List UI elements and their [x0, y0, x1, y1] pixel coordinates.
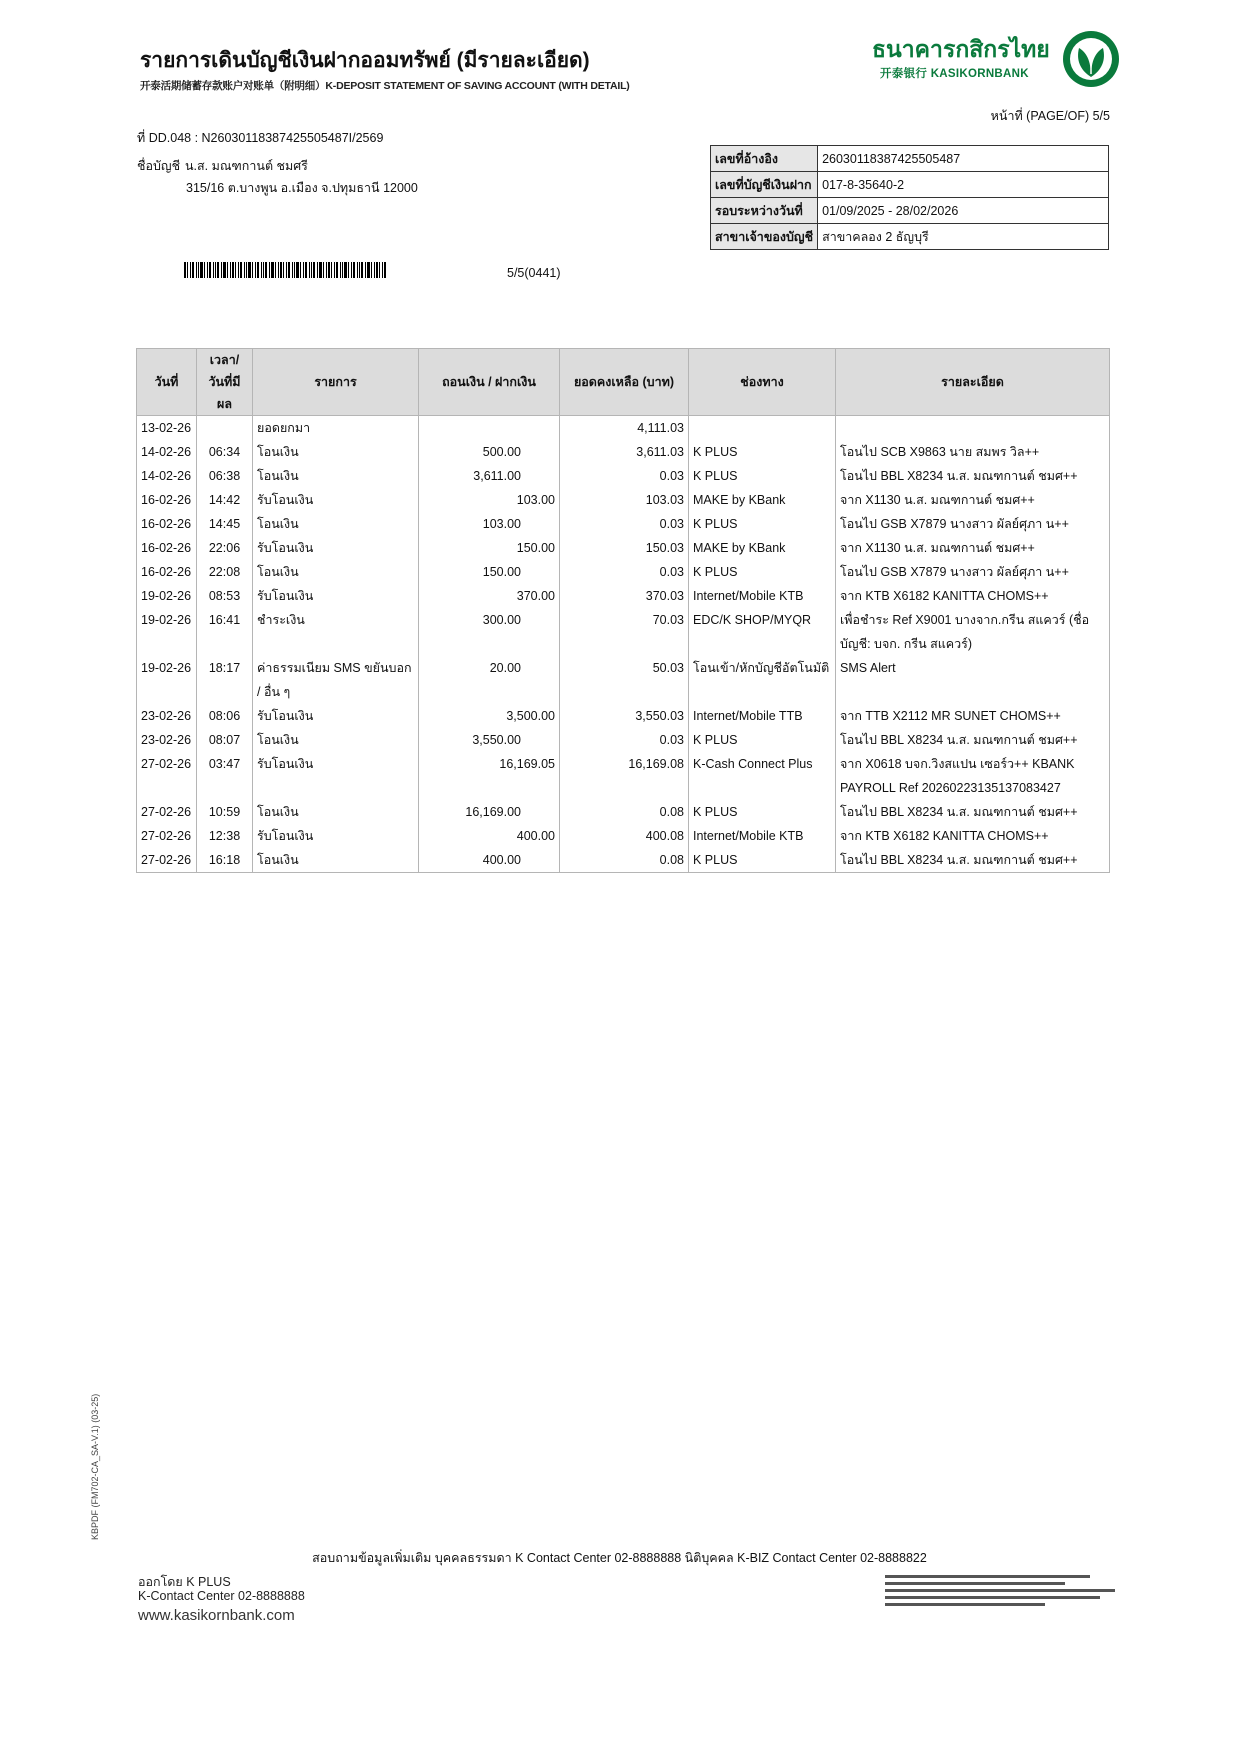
cell-balance: 0.08: [560, 848, 689, 873]
cell-amount: 150.00: [419, 560, 560, 584]
cell-balance: 70.03: [560, 608, 689, 656]
transactions-table: [136, 348, 1110, 873]
col-header-amount: ถอนเงิน / ฝากเงิน: [419, 349, 560, 416]
cell-time: 06:38: [197, 464, 253, 488]
cell-details: [836, 416, 1110, 441]
cell-details: จาก X1130 น.ส. มณฑกานต์ ชมศ++: [836, 488, 1110, 512]
cell-details: จาก TTB X2112 MR SUNET CHOMS++: [836, 704, 1110, 728]
cell-amount: 400.00: [419, 824, 560, 848]
cell-balance: 4,111.03: [560, 416, 689, 441]
bank-name-en: 开泰银行 KASIKORNBANK: [880, 68, 1029, 80]
cell-description: โอนเงิน: [253, 464, 419, 488]
cell-date: 23-02-26: [137, 728, 197, 752]
col-header-time: เวลา/ วันที่มีผล: [197, 349, 253, 416]
branch-label: สาขาเจ้าของบัญชี: [711, 224, 818, 250]
cell-description: รับโอนเงิน: [253, 536, 419, 560]
cell-time: 14:45: [197, 512, 253, 536]
cell-time: 10:59: [197, 800, 253, 824]
account-name: น.ส. มณฑกานต์ ชมศรี: [185, 159, 308, 173]
statement-title: รายการเดินบัญชีเงินฝากออมทรัพย์ (มีรายละเอียด): [140, 49, 590, 72]
cell-date: 14-02-26: [137, 464, 197, 488]
cell-channel: Internet/Mobile KTB: [689, 584, 836, 608]
account-no-value: 017-8-35640-2: [818, 172, 1109, 198]
period-label: รอบระหว่างวันที่: [711, 198, 818, 224]
info-row-period: [711, 198, 1109, 224]
cell-date: 16-02-26: [137, 488, 197, 512]
cell-description: โอนเงิน: [253, 440, 419, 464]
cell-description: รับโอนเงิน: [253, 824, 419, 848]
cell-date: 27-02-26: [137, 752, 197, 800]
table-row: [137, 560, 1110, 584]
cell-channel: K-Cash Connect Plus: [689, 752, 836, 800]
reference-label: เลขที่อ้างอิง: [711, 146, 818, 172]
cell-amount: 3,611.00: [419, 464, 560, 488]
cell-time: 06:34: [197, 440, 253, 464]
cell-description: รับโอนเงิน: [253, 488, 419, 512]
cell-channel: โอนเข้า/หักบัญชีอัตโนมัติ: [689, 656, 836, 704]
cell-date: 14-02-26: [137, 440, 197, 464]
col-header-description: รายการ: [253, 349, 419, 416]
cell-description: โอนเงิน: [253, 512, 419, 536]
cell-description: ยอดยกมา: [253, 416, 419, 441]
period-value: 01/09/2025 - 28/02/2026: [818, 198, 1109, 224]
cell-date: 27-02-26: [137, 848, 197, 873]
cell-time: 03:47: [197, 752, 253, 800]
account-info-table: [710, 145, 1109, 250]
cell-balance: 0.03: [560, 512, 689, 536]
col-header-balance: ยอดคงเหลือ (บาท): [560, 349, 689, 416]
table-row: [137, 608, 1110, 656]
cell-channel: K PLUS: [689, 728, 836, 752]
kasikorn-leaf-icon: [1062, 30, 1120, 88]
cell-time: 14:42: [197, 488, 253, 512]
cell-balance: 0.08: [560, 800, 689, 824]
cell-channel: [689, 416, 836, 441]
cell-time: 22:06: [197, 536, 253, 560]
cell-description: ค่าธรรมเนียม SMS ขยันบอก / อื่น ๆ: [253, 656, 419, 704]
cell-date: 19-02-26: [137, 656, 197, 704]
cell-time: 16:18: [197, 848, 253, 873]
barcode-code: 5/5(0441): [507, 266, 561, 280]
cell-channel: MAKE by KBank: [689, 488, 836, 512]
cell-balance: 0.03: [560, 728, 689, 752]
table-row: [137, 824, 1110, 848]
table-row: [137, 464, 1110, 488]
info-row-account-no: [711, 172, 1109, 198]
cell-channel: Internet/Mobile TTB: [689, 704, 836, 728]
cell-amount: 3,550.00: [419, 728, 560, 752]
cell-time: 22:08: [197, 560, 253, 584]
col-header-details: รายละเอียด: [836, 349, 1110, 416]
cell-date: 23-02-26: [137, 704, 197, 728]
cell-details: SMS Alert: [836, 656, 1110, 704]
contact-note: สอบถามข้อมูลเพิ่มเติม บุคคลธรรมดา K Contact Center 02-8888888 นิติบุคคล K-BIZ Contact Center 02-8888822: [312, 1551, 927, 1565]
table-header-row: [137, 349, 1110, 416]
cell-details: โอนไป BBL X8234 น.ส. มณฑกานต์ ชมศ++: [836, 464, 1110, 488]
account-name-label: ชื่อบัญชี: [137, 159, 181, 173]
cell-date: 19-02-26: [137, 584, 197, 608]
cell-channel: K PLUS: [689, 512, 836, 536]
cell-date: 19-02-26: [137, 608, 197, 656]
cell-date: 27-02-26: [137, 800, 197, 824]
statement-subtitle: 开泰活期储蓄存款账户对账单（附明细）K-DEPOSIT STATEMENT OF SAVING ACCOUNT (WITH DETAIL): [140, 80, 630, 92]
table-row: [137, 536, 1110, 560]
cell-details: โอนไป SCB X9863 นาย สมพร วิล++: [836, 440, 1110, 464]
bank-logo: [872, 28, 1122, 92]
cell-amount: 400.00: [419, 848, 560, 873]
cell-description: โอนเงิน: [253, 560, 419, 584]
table-row: [137, 728, 1110, 752]
cell-channel: K PLUS: [689, 848, 836, 873]
table-row: [137, 848, 1110, 873]
cell-description: โอนเงิน: [253, 848, 419, 873]
cell-channel: EDC/K SHOP/MYQR: [689, 608, 836, 656]
cell-amount: 103.00: [419, 512, 560, 536]
table-row: [137, 488, 1110, 512]
table-row: [137, 656, 1110, 704]
cell-details: จาก X1130 น.ส. มณฑกานต์ ชมศ++: [836, 536, 1110, 560]
cell-amount: 150.00: [419, 536, 560, 560]
table-row: [137, 416, 1110, 441]
cell-time: [197, 416, 253, 441]
col-header-channel: ช่องทาง: [689, 349, 836, 416]
cell-date: 16-02-26: [137, 512, 197, 536]
cell-amount: [419, 416, 560, 441]
cell-channel: K PLUS: [689, 800, 836, 824]
table-row: [137, 800, 1110, 824]
account-no-label: เลขที่บัญชีเงินฝาก: [711, 172, 818, 198]
bank-name-th: ธนาคารกสิกรไทย: [872, 36, 1050, 62]
cell-date: 16-02-26: [137, 560, 197, 584]
cell-time: 12:38: [197, 824, 253, 848]
cell-date: 16-02-26: [137, 536, 197, 560]
cell-description: โอนเงิน: [253, 728, 419, 752]
cell-balance: 16,169.08: [560, 752, 689, 800]
cell-details: จาก KTB X6182 KANITTA CHOMS++: [836, 584, 1110, 608]
bank-address-fineprint: [885, 1574, 1115, 1616]
cell-amount: 370.00: [419, 584, 560, 608]
info-row-branch: [711, 224, 1109, 250]
cell-channel: K PLUS: [689, 560, 836, 584]
cell-description: รับโอนเงิน: [253, 704, 419, 728]
table-row: [137, 704, 1110, 728]
cell-amount: 103.00: [419, 488, 560, 512]
cell-description: รับโอนเงิน: [253, 584, 419, 608]
table-row: [137, 752, 1110, 800]
cell-time: 08:06: [197, 704, 253, 728]
cell-details: โอนไป BBL X8234 น.ส. มณฑกานต์ ชมศ++: [836, 800, 1110, 824]
cell-description: ชำระเงิน: [253, 608, 419, 656]
cell-balance: 150.03: [560, 536, 689, 560]
cell-details: เพื่อชำระ Ref X9001 บางจาก.กรีน สแควร์ (ชื่อบัญชี: บจก. กรีน สแควร์): [836, 608, 1110, 656]
cell-details: โอนไป BBL X8234 น.ส. มณฑกานต์ ชมศ++: [836, 728, 1110, 752]
account-address: 315/16 ต.บางพูน อ.เมือง จ.ปทุมธานี 12000: [186, 181, 418, 195]
cell-date: 13-02-26: [137, 416, 197, 441]
cell-time: 18:17: [197, 656, 253, 704]
table-row: [137, 584, 1110, 608]
table-row: [137, 512, 1110, 536]
cell-details: จาก X0618 บจก.วิงสแปน เซอร์ว++ KBANK PAYROLL Ref 20260223135137083427: [836, 752, 1110, 800]
cell-description: โอนเงิน: [253, 800, 419, 824]
cell-balance: 0.03: [560, 464, 689, 488]
issued-by: ออกโดย K PLUS: [138, 1575, 231, 1589]
col-header-date: วันที่: [137, 349, 197, 416]
cell-balance: 3,611.03: [560, 440, 689, 464]
cell-details: โอนไป GSB X7879 นางสาว ผัลย์ศุภา น++: [836, 512, 1110, 536]
branch-value: สาขาคลอง 2 ธัญบุรี: [818, 224, 1109, 250]
barcode: [184, 262, 386, 278]
cell-amount: 16,169.00: [419, 800, 560, 824]
cell-time: 08:53: [197, 584, 253, 608]
cell-balance: 103.03: [560, 488, 689, 512]
website-link[interactable]: www.kasikornbank.com: [138, 1607, 295, 1624]
info-row-reference: [711, 146, 1109, 172]
cell-date: 27-02-26: [137, 824, 197, 848]
cell-balance: 0.03: [560, 560, 689, 584]
cell-amount: 20.00: [419, 656, 560, 704]
page-number: หน้าที่ (PAGE/OF) 5/5: [990, 109, 1110, 123]
cell-description: รับโอนเงิน: [253, 752, 419, 800]
cell-details: โอนไป GSB X7879 นางสาว ผัลย์ศุภา น++: [836, 560, 1110, 584]
cell-amount: 16,169.05: [419, 752, 560, 800]
cell-details: โอนไป BBL X8234 น.ส. มณฑกานต์ ชมศ++: [836, 848, 1110, 873]
cell-time: 16:41: [197, 608, 253, 656]
cell-channel: K PLUS: [689, 440, 836, 464]
cell-balance: 50.03: [560, 656, 689, 704]
cell-details: จาก KTB X6182 KANITTA CHOMS++: [836, 824, 1110, 848]
cell-balance: 400.08: [560, 824, 689, 848]
cell-balance: 370.03: [560, 584, 689, 608]
cell-amount: 500.00: [419, 440, 560, 464]
cell-amount: 300.00: [419, 608, 560, 656]
document-reference: ที่ DD.048 : N26030118387425505487I/2569: [137, 131, 384, 145]
reference-value: 26030118387425505487: [818, 146, 1109, 172]
cell-balance: 3,550.03: [560, 704, 689, 728]
cell-amount: 3,500.00: [419, 704, 560, 728]
form-code: KBPDF (FM702-CA_SA-V.1) (03-25): [90, 1393, 100, 1540]
cell-channel: MAKE by KBank: [689, 536, 836, 560]
cell-channel: K PLUS: [689, 464, 836, 488]
cell-time: 08:07: [197, 728, 253, 752]
table-row: [137, 440, 1110, 464]
contact-center: K-Contact Center 02-8888888: [138, 1589, 305, 1603]
cell-channel: Internet/Mobile KTB: [689, 824, 836, 848]
